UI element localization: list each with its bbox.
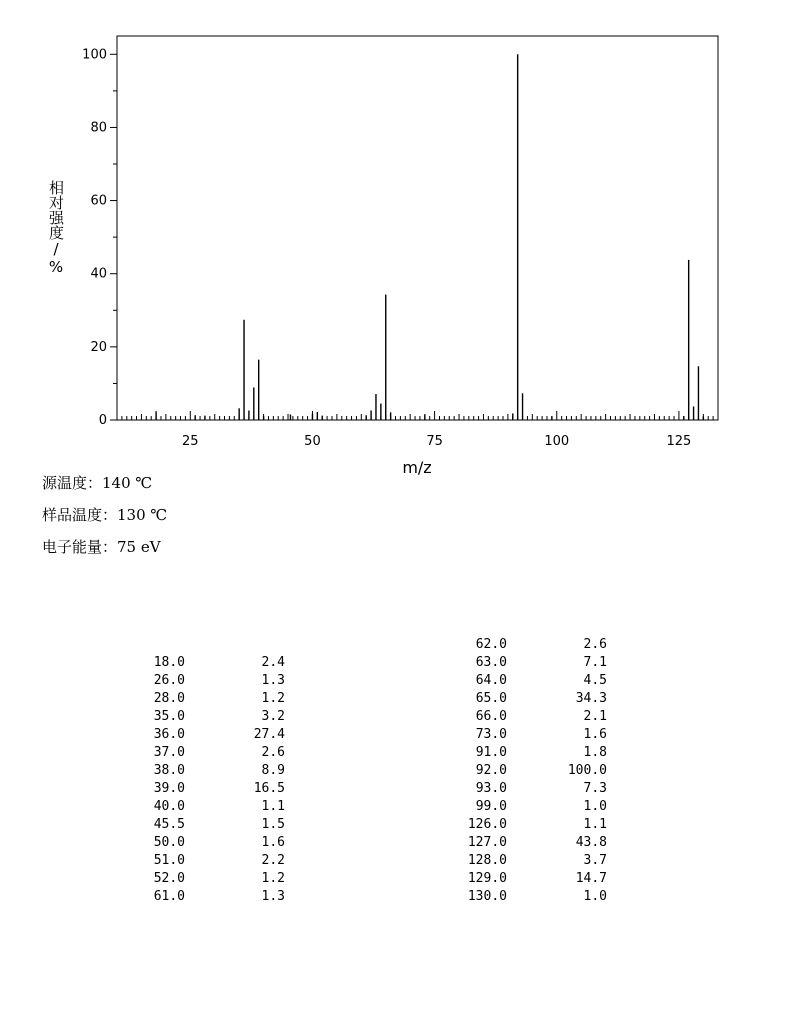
peak-mz: 36.0	[153, 727, 185, 742]
table-row	[120, 708, 285, 726]
peak-intensity: 1.6	[261, 835, 285, 850]
peak-intensity: 2.6	[261, 745, 285, 760]
y-tick-label: 100	[82, 47, 107, 63]
peak-mz: 65.0	[475, 691, 507, 706]
table-row	[442, 762, 607, 780]
peak-mz: 35.0	[153, 709, 185, 724]
table-row	[442, 744, 607, 762]
peak-intensity: 1.1	[583, 817, 607, 832]
peak-mz: 99.0	[475, 799, 507, 814]
peak-intensity: 2.1	[583, 709, 607, 724]
peak-mz: 66.0	[475, 709, 507, 724]
table-row	[120, 888, 285, 906]
peak-mz: 40.0	[153, 799, 185, 814]
peak-intensity: 1.5	[261, 817, 285, 832]
table-row	[442, 888, 607, 906]
peak-mz: 130.0	[467, 889, 507, 904]
table-row	[442, 852, 607, 870]
peak-mz: 61.0	[153, 889, 185, 904]
peak-intensity: 34.3	[575, 691, 607, 706]
peak-intensity: 14.7	[575, 871, 607, 886]
table-row	[120, 762, 285, 780]
peak-intensity: 1.0	[583, 889, 607, 904]
peak-table-right	[442, 636, 607, 906]
peak-intensity: 1.2	[261, 691, 285, 706]
x-axis-label: m/z	[402, 458, 432, 477]
peak-mz: 92.0	[475, 763, 507, 778]
x-tick-label: 25	[182, 434, 199, 449]
x-tick-label: 50	[304, 434, 321, 449]
peak-mz: 64.0	[475, 673, 507, 688]
peak-intensity: 1.3	[261, 673, 285, 688]
y-tick-label: 80	[90, 120, 107, 136]
peak-intensity: 16.5	[253, 781, 285, 796]
peak-intensity: 1.3	[261, 889, 285, 904]
peak-mz: 63.0	[475, 655, 507, 670]
peak-intensity: 8.9	[261, 763, 285, 778]
table-row	[120, 798, 285, 816]
peak-mz: 18.0	[153, 655, 185, 670]
peak-table-left	[120, 654, 285, 906]
peak-mz: 37.0	[153, 745, 185, 760]
table-row	[442, 834, 607, 852]
peak-intensity: 2.6	[583, 637, 607, 652]
table-row	[120, 852, 285, 870]
peak-mz: 28.0	[153, 691, 185, 706]
peak-mz: 128.0	[467, 853, 507, 868]
peak-lines	[156, 54, 703, 420]
table-row	[442, 690, 607, 708]
condition-label: 样品温度：	[42, 506, 118, 524]
x-tick-label: 75	[426, 434, 443, 449]
peak-intensity: 4.5	[583, 673, 607, 688]
peak-mz: 93.0	[475, 781, 507, 796]
table-row	[442, 870, 607, 888]
peak-mz: 38.0	[153, 763, 185, 778]
y-tick-label: 60	[90, 193, 107, 209]
mass-spectrum-chart	[0, 0, 794, 480]
table-row	[442, 672, 607, 690]
peak-mz: 45.5	[153, 817, 185, 832]
table-row	[120, 816, 285, 834]
condition-label: 电子能量：	[42, 538, 118, 556]
condition-electron-energy	[42, 536, 161, 557]
peak-mz: 73.0	[475, 727, 507, 742]
table-row	[120, 690, 285, 708]
peak-mz: 129.0	[467, 871, 507, 886]
peak-intensity: 1.0	[583, 799, 607, 814]
peak-mz: 26.0	[153, 673, 185, 688]
peak-intensity: 100.0	[567, 763, 607, 778]
y-axis-label: 相对强度/%	[47, 180, 65, 276]
y-axis-ticks	[82, 47, 117, 428]
table-row	[442, 636, 607, 654]
peak-intensity: 1.1	[261, 799, 285, 814]
table-row	[442, 798, 607, 816]
peak-mz: 51.0	[153, 853, 185, 868]
peak-intensity: 7.1	[583, 655, 607, 670]
table-row	[120, 744, 285, 762]
peak-intensity: 43.8	[575, 835, 607, 850]
condition-source-temperature	[42, 472, 152, 493]
table-row	[442, 708, 607, 726]
peak-intensity: 1.8	[583, 745, 607, 760]
peak-intensity: 1.6	[583, 727, 607, 742]
table-row	[442, 726, 607, 744]
peak-mz: 127.0	[467, 835, 507, 850]
table-row	[120, 870, 285, 888]
peak-intensity: 3.7	[583, 853, 607, 868]
table-row	[120, 834, 285, 852]
peak-mz: 50.0	[153, 835, 185, 850]
table-row	[120, 654, 285, 672]
table-row	[442, 654, 607, 672]
condition-label: 源温度：	[42, 474, 103, 492]
peak-intensity: 1.2	[261, 871, 285, 886]
table-row	[120, 780, 285, 798]
peak-mz: 91.0	[475, 745, 507, 760]
peak-mz: 39.0	[153, 781, 185, 796]
y-tick-label: 40	[90, 266, 107, 282]
condition-value: 75 eV	[117, 538, 161, 556]
peak-intensity: 2.4	[261, 655, 285, 670]
peak-intensity: 27.4	[253, 727, 285, 742]
condition-value: 140 ℃	[102, 474, 153, 492]
x-tick-label: 100	[544, 434, 570, 449]
peak-mz: 126.0	[467, 817, 507, 832]
y-tick-label: 20	[90, 339, 107, 355]
plot-frame	[117, 36, 718, 420]
table-row	[442, 816, 607, 834]
peak-intensity: 3.2	[261, 709, 285, 724]
peak-intensity: 2.2	[261, 853, 285, 868]
peak-mz: 62.0	[475, 637, 507, 652]
peak-mz: 52.0	[153, 871, 185, 886]
table-row	[120, 672, 285, 690]
condition-sample-temperature	[42, 504, 167, 525]
x-tick-label: 125	[666, 434, 692, 449]
y-tick-label: 0	[98, 413, 107, 428]
table-row	[442, 780, 607, 798]
peak-intensity: 7.3	[583, 781, 607, 796]
x-axis-ticks	[122, 411, 713, 449]
condition-value: 130 ℃	[117, 506, 168, 524]
table-row	[120, 726, 285, 744]
